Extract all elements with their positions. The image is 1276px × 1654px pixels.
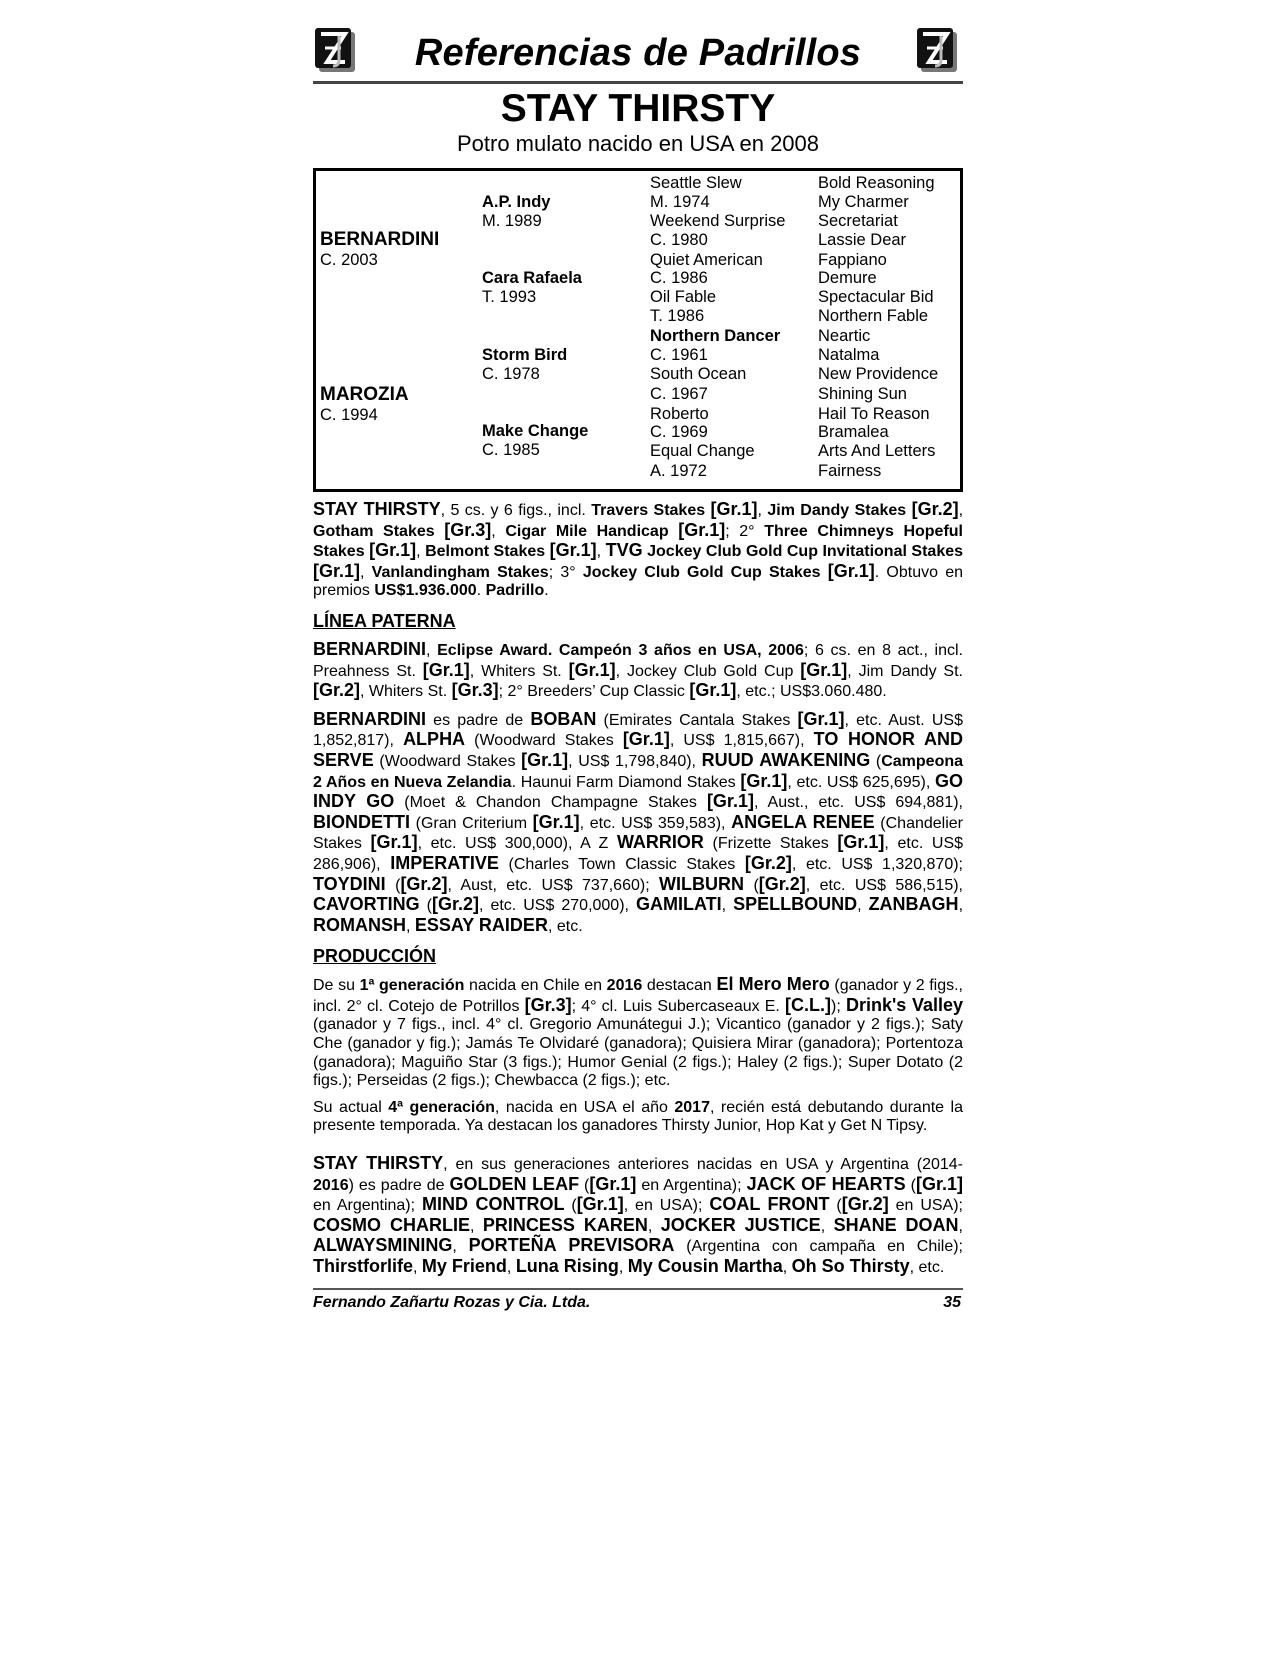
horse-description: Potro mulato nacido en USA en 2008: [456, 131, 820, 156]
page-header: [313, 20, 963, 80]
sire-progeny-paragraph: BERNARDINI es padre de BOBAN (Emirates Cantala Stakes [Gr.1], etc. Aust. US$ 1,852,817), ALPHA (Woodward Stakes [Gr.1], US$ 1,815,667), TO HONOR AND SERVE (Woodward Stakes [Gr.1], US$ 1,798,840), RUUD AWAKENING (Campeona 2 Años en Nueva Zelandia. Haunui Farm Diamond Stakes [Gr.1], etc. US$ 625,695), GO INDY GO (Moet & Chandon Champagne Stakes [Gr.1], Aust., etc. US$ 694,881), BIONDETTI (Gran Criterium [Gr.1], etc. US$ 359,583), ANGELA RENEE (Chandelier Stakes [Gr.1], etc. US$ 300,000), A Z WARRIOR (Frizette Stakes [Gr.1], etc. US$ 286,906), IMPERATIVE (Charles Town Classic Stakes [Gr.2], etc. US$ 1,320,870); TOYDINI ([Gr.2], Aust, etc. US$ 737,660); WILBURN ([Gr.2], etc. US$ 586,515), CAVORTING ([Gr.2], etc. US$ 270,000), GAMILATI, SPELLBOUND, ZANBAGH, ROMANSH, ESSAY RAIDER, etc.: [313, 708, 964, 935]
pedigree-sire-name: BERNARDINI: [320, 229, 440, 250]
footer-company: Fernando Zañartu Rozas y Cia. Ltda.: [313, 1293, 591, 1311]
pedigree-g4-name: Shining Sun: [818, 385, 907, 403]
document-page: [313, 20, 963, 1318]
pedigree-g3-info: M. 1974: [650, 193, 710, 211]
production-previous-generations-paragraph: STAY THIRSTY, en sus generaciones anteriores nacidas en USA y Argentina (2014-2016) es padre de GOLDEN LEAF ([Gr.1] en Argentina); JACK OF HEARTS ([Gr.1] en Argentina); MIND CONTROL ([Gr.1], en USA); COAL FRONT ([Gr.2] en USA); COSMO CHARLIE, PRINCESS KAREN, JOCKER JUSTICE, SHANE DOAN, ALWAYSMINING, PORTEÑA PREVISORA (Argentina con campaña en Chile); Thirstforlife, My Friend, Luna Rising, My Cousin Martha, Oh So Thirsty, etc.: [313, 1153, 964, 1276]
sire-record-paragraph: BERNARDINI, Eclipse Award. Campeón 3 años en USA, 2006; 6 cs. en 8 act., incl. Preahness St. [Gr.1], Whiters St. [Gr.1], Jockey Club Gold Cup [Gr.1], Jim Dandy St. [Gr.2], Whiters St. [Gr.3]; 2° Breeders’ Cup Classic [Gr.1], etc.; US$3.060.480.: [313, 638, 964, 701]
pedigree-g4-name: Natalma: [818, 346, 880, 364]
pedigree-g3-info: C. 1967: [650, 385, 708, 403]
fz-monogram-logo-icon: [915, 26, 961, 76]
pedigree-g3-name: Weekend Surprise: [650, 212, 786, 230]
pedigree-g3-name: South Ocean: [650, 365, 747, 383]
page-header-title: Referencias de Padrillos: [414, 32, 862, 74]
pedigree-g4-name: Secretariat: [818, 212, 898, 230]
pedigree-g4-name: Hail To Reason: [818, 405, 930, 423]
pedigree-g3-info: C. 1961: [650, 346, 708, 364]
footer-divider: [313, 1288, 963, 1290]
pedigree-g2-name: Make Change: [482, 422, 589, 440]
page-footer: [313, 1294, 963, 1318]
pedigree-g4-name: Spectacular Bid: [818, 288, 934, 306]
pedigree-g3-name: Seattle Slew: [650, 174, 742, 192]
pedigree-g4-name: New Providence: [818, 365, 939, 383]
pedigree-g4-name: Bramalea: [818, 423, 889, 441]
production-first-generation-paragraph: De su 1ª generación nacida en Chile en 2016 destacan El Mero Mero (ganador y 2 figs., incl. 2° cl. Cotejo de Potrillos [Gr.3]; 4° cl. Luis Subercaseaux E. [C.L.]); Drink's Valley (ganador y 7 figs., incl. 4° cl. Gregorio Amunátegui J.); Vicantico (ganador y 2 figs.); Saty Che (ganador y fig.); Jamás Te Olvidaré (ganadora); Quisiera Mirar (ganadora); Portentoza (ganadora); Maguiño Star (3 figs.); Humor Genial (2 figs.); Haley (2 figs.); Super Dotato (2 figs.); Perseidas (2 figs.); Chewbacca (2 figs.); etc.: [313, 974, 964, 1090]
section-heading-produccion: PRODUCCIÓN: [313, 946, 437, 967]
pedigree-g4-name: Northern Fable: [818, 307, 929, 325]
pedigree-g2-name: A.P. Indy: [482, 193, 551, 211]
pedigree-g4-name: Fairness: [818, 462, 882, 480]
pedigree-g4-name: My Charmer: [818, 193, 909, 211]
pedigree-table: [313, 168, 963, 492]
pedigree-dam-name: MAROZIA: [320, 384, 409, 405]
pedigree-g3-info: A. 1972: [650, 462, 707, 480]
pedigree-g2-name: Cara Rafaela: [482, 269, 582, 287]
header-divider: [313, 81, 963, 84]
pedigree-g2-info: C. 1985: [482, 441, 540, 459]
pedigree-g3-info: C. 1980: [650, 231, 708, 249]
pedigree-g3-name: Equal Change: [650, 442, 755, 460]
race-record-paragraph: STAY THIRSTY, 5 cs. y 6 figs., incl. Travers Stakes [Gr.1], Jim Dandy Stakes [Gr.2], Gotham Stakes [Gr.3], Cigar Mile Handicap [Gr.1]; 2° Three Chimneys Hopeful Stakes [Gr.1], Belmont Stakes [Gr.1], TVG Jockey Club Gold Cup Invitational Stakes [Gr.1], Vanlandingham Stakes; 3° Jockey Club Gold Cup Stakes [Gr.1]. Obtuvo en premios US$1.936.000. Padrillo.: [313, 499, 964, 600]
pedigree-g2-info: C. 1978: [482, 365, 540, 383]
pedigree-sire-info: C. 2003: [320, 251, 378, 269]
pedigree-g3-name: Oil Fable: [650, 288, 717, 306]
pedigree-g3-info: T. 1986: [650, 307, 705, 325]
section-heading-linea-paterna: LÍNEA PATERNA: [313, 610, 456, 631]
pedigree-g3-info: C. 1969: [650, 423, 708, 441]
pedigree-g4-name: Neartic: [818, 327, 871, 345]
pedigree-dam-info: C. 1994: [320, 406, 378, 424]
pedigree-g4-name: Lassie Dear: [818, 231, 907, 249]
horse-name: STAY THIRSTY: [500, 87, 776, 130]
pedigree-g3-name: Quiet American: [650, 251, 763, 269]
pedigree-g4-name: Fappiano: [818, 251, 887, 269]
pedigree-g2-name: Storm Bird: [482, 346, 568, 364]
production-fourth-generation-paragraph: Su actual 4ª generación, nacida en USA el año 2017, recién está debutando durante la presente temporada. Ya destacan los ganadores Thirsty Junior, Hop Kat y Get N Tipsy.: [313, 1098, 964, 1135]
pedigree-g2-info: M. 1989: [482, 212, 542, 230]
pedigree-g3-name: Northern Dancer: [650, 327, 781, 345]
pedigree-g3-info: C. 1986: [650, 269, 708, 287]
pedigree-g2-info: T. 1993: [482, 288, 537, 306]
pedigree-g3-name: Roberto: [650, 405, 709, 423]
pedigree-g4-name: Bold Reasoning: [818, 174, 935, 192]
page-number: 35: [943, 1293, 961, 1311]
pedigree-g4-name: Demure: [818, 269, 877, 287]
pedigree-g4-name: Arts And Letters: [818, 442, 936, 460]
